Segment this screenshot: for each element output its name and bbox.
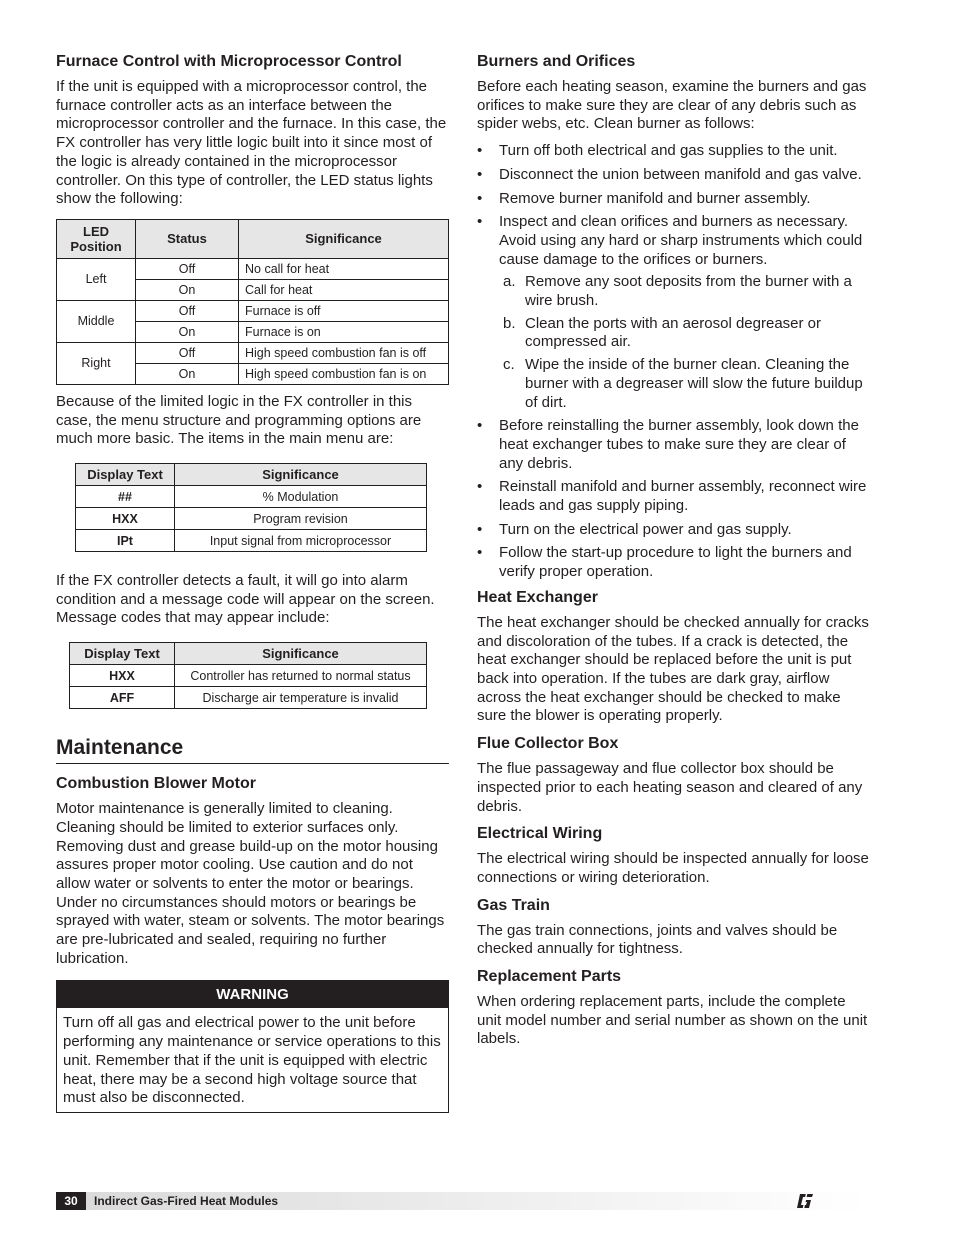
left-column [56, 52, 449, 1113]
menu-header-display: Display Text [76, 464, 175, 486]
menu-significance: Input signal from microprocessor [175, 530, 427, 552]
sub-item-letter: a. [503, 273, 516, 291]
list-item [477, 417, 872, 473]
led-status-table [56, 219, 449, 385]
list-item [477, 213, 872, 412]
list-item-text: Disconnect the union between manifold and gas valve. [499, 165, 862, 183]
blower-heading: Combustion Blower Motor [56, 775, 256, 793]
fault-significance: Controller has returned to normal status [175, 665, 427, 687]
list-item [477, 142, 872, 161]
bullet-icon: • [477, 417, 483, 435]
sub-steps-list [499, 273, 872, 412]
led-header-position: LED Position [57, 219, 136, 258]
table-row [76, 530, 427, 552]
led-significance: High speed combustion fan is off [239, 342, 449, 363]
led-header-status: Status [136, 219, 239, 258]
menu-display-text: IPt [76, 530, 175, 552]
warning-text: Turn off all gas and electrical power to the unit before performing any maintenance or service operations to this unit. Remember that if the unit is equipped with electric heat, there may be a second high voltage source that must also be disconnected. [63, 1014, 441, 1107]
list-item [477, 544, 872, 581]
fault-header-significance: Significance [175, 643, 427, 665]
menu-header-significance: Significance [175, 464, 427, 486]
sub-list-item [499, 273, 872, 310]
led-position-left: Left [57, 258, 136, 300]
table-row [76, 486, 427, 508]
fault-display-text: AFF [70, 687, 175, 709]
sub-list-item [499, 356, 872, 412]
g-logo-icon [796, 1193, 814, 1209]
list-item-text: Follow the start-up procedure to light the burners and verify proper operation. [499, 544, 852, 581]
heat-exchanger-heading: Heat Exchanger [477, 588, 598, 606]
list-item [477, 478, 872, 515]
bullet-icon: • [477, 213, 483, 231]
menu-significance: % Modulation [175, 486, 427, 508]
fault-table-header [70, 643, 427, 665]
menu-table [75, 463, 427, 552]
warning-title: WARNING [57, 981, 448, 1008]
fault-intro: If the FX controller detects a fault, it will go into alarm condition and a message code will appear on the screen. Message codes that may appear include: [56, 572, 435, 627]
footer-title: Indirect Gas-Fired Heat Modules [94, 1194, 279, 1208]
gas-train-text: The gas train connections, joints and valves should be checked annually for tightness. [477, 921, 838, 958]
maintenance-title: Maintenance [56, 735, 449, 764]
list-item-text: Before reinstalling the burner assembly, look down the heat exchanger tubes to make sure they are clear of any debris. [499, 417, 859, 472]
bullet-icon: • [477, 165, 483, 183]
menu-display-text: HXX [76, 508, 175, 530]
bullet-icon: • [477, 478, 483, 496]
led-significance: Call for heat [239, 279, 449, 300]
gas-train-heading: Gas Train [477, 896, 550, 914]
parts-text: When ordering replacement parts, include the complete unit model number and serial number as shown on the unit labels. [477, 993, 868, 1048]
fault-header-display: Display Text [70, 643, 175, 665]
right-column [477, 52, 872, 1057]
burners-heading: Burners and Orifices [477, 53, 636, 70]
led-position-middle: Middle [57, 300, 136, 342]
warning-box [56, 980, 449, 1113]
led-status: On [136, 363, 239, 384]
sub-item-text: Clean the ports with an aerosol degreaser or compressed air. [525, 314, 822, 351]
page-number: 30 [56, 1192, 86, 1210]
flue-heading: Flue Collector Box [477, 735, 619, 753]
heat-exchanger-text: The heat exchanger should be checked annually for cracks and discoloration of the tubes. If a crack is detected, the heat exchanger should be replaced before the unit is put back into operation. If the tubes are dark gray, airflow across the heat exchanger should be checked to make sure the blower is operating properly. [477, 613, 869, 725]
table-row [70, 687, 427, 709]
list-item-text: Turn off both electrical and gas supplies to the unit. [499, 142, 838, 160]
table-row [57, 258, 449, 279]
menu-significance: Program revision [175, 508, 427, 530]
led-table-header [57, 219, 449, 258]
flue-text: The flue passageway and flue collector box should be inspected prior to each heating season and cleared of any debris. [477, 760, 863, 815]
led-status: Off [136, 300, 239, 321]
led-header-significance: Significance [239, 219, 449, 258]
table-row [76, 508, 427, 530]
led-significance: Furnace is on [239, 321, 449, 342]
list-item-text: Turn on the electrical power and gas supply. [499, 520, 792, 538]
furnace-heading: Furnace Control with Microprocessor Control [56, 53, 402, 70]
bullet-icon: • [477, 142, 483, 160]
led-status: Off [136, 258, 239, 279]
fault-table [69, 642, 427, 709]
list-item [477, 166, 872, 185]
led-status: Off [136, 342, 239, 363]
fault-display-text: HXX [70, 665, 175, 687]
led-status: On [136, 279, 239, 300]
menu-display-text: ## [76, 486, 175, 508]
blower-text: Motor maintenance is generally limited to cleaning. Cleaning should be limited to exterior surfaces only. Removing dust and grease build-up on the motor housing assures proper motor cooling. Use caution and do not allow water or solvents to enter the motor or bearings. Under no circumstances should motors or bearings be sprayed with water, steam or solvents. The motor bearings are pre-lubricated and sealed, requiring no further lubrication. [56, 800, 445, 967]
list-item-text: Inspect and clean orifices and burners as necessary. Avoid using any hard or sharp instruments which could cause damage to the orifices or burners. [499, 213, 863, 268]
furnace-intro: If the unit is equipped with a microprocessor control, the furnace controller acts as an interface between the microprocessor controller and the furnace. In this case, the FX controller has very little logic built into it since most of the logic is already contained in the microprocessor controller. On this type of controller, the LED status lights show the following: [56, 78, 447, 208]
burners-intro: Before each heating season, examine the burners and gas orifices to make sure they are clear of any debris such as spider webs, etc. Clean burner as follows: [477, 78, 867, 133]
table-row [57, 300, 449, 321]
bullet-icon: • [477, 520, 483, 538]
page-footer [56, 1192, 868, 1210]
sub-item-text: Wipe the inside of the burner clean. Cleaning the burner with a degreaser will slow the future buildup of dirt. [525, 356, 863, 411]
sub-list-item [499, 315, 872, 352]
bullet-icon: • [477, 544, 483, 562]
menu-table-header [76, 464, 427, 486]
led-position-right: Right [57, 342, 136, 384]
led-significance: No call for heat [239, 258, 449, 279]
wiring-text: The electrical wiring should be inspected annually for loose connections or wiring deterioration. [477, 850, 869, 886]
burner-steps-list [477, 142, 872, 582]
led-status: On [136, 321, 239, 342]
list-item [477, 190, 872, 209]
sub-item-letter: c. [503, 356, 515, 374]
wiring-heading: Electrical Wiring [477, 825, 603, 843]
sub-item-letter: b. [503, 314, 516, 332]
list-item-text: Remove burner manifold and burner assembly. [499, 189, 811, 207]
fault-significance: Discharge air temperature is invalid [175, 687, 427, 709]
sub-item-text: Remove any soot deposits from the burner with a wire brush. [525, 273, 852, 310]
bullet-icon: • [477, 189, 483, 207]
list-item [477, 521, 872, 540]
table-row [70, 665, 427, 687]
list-item-text: Reinstall manifold and burner assembly, reconnect wire leads and gas supply piping. [499, 478, 867, 515]
parts-heading: Replacement Parts [477, 968, 622, 986]
menu-intro: Because of the limited logic in the FX controller in this case, the menu structure and programming options are much more basic. The items in the main menu are: [56, 392, 422, 448]
led-significance: High speed combustion fan is on [239, 363, 449, 384]
table-row [57, 342, 449, 363]
led-significance: Furnace is off [239, 300, 449, 321]
